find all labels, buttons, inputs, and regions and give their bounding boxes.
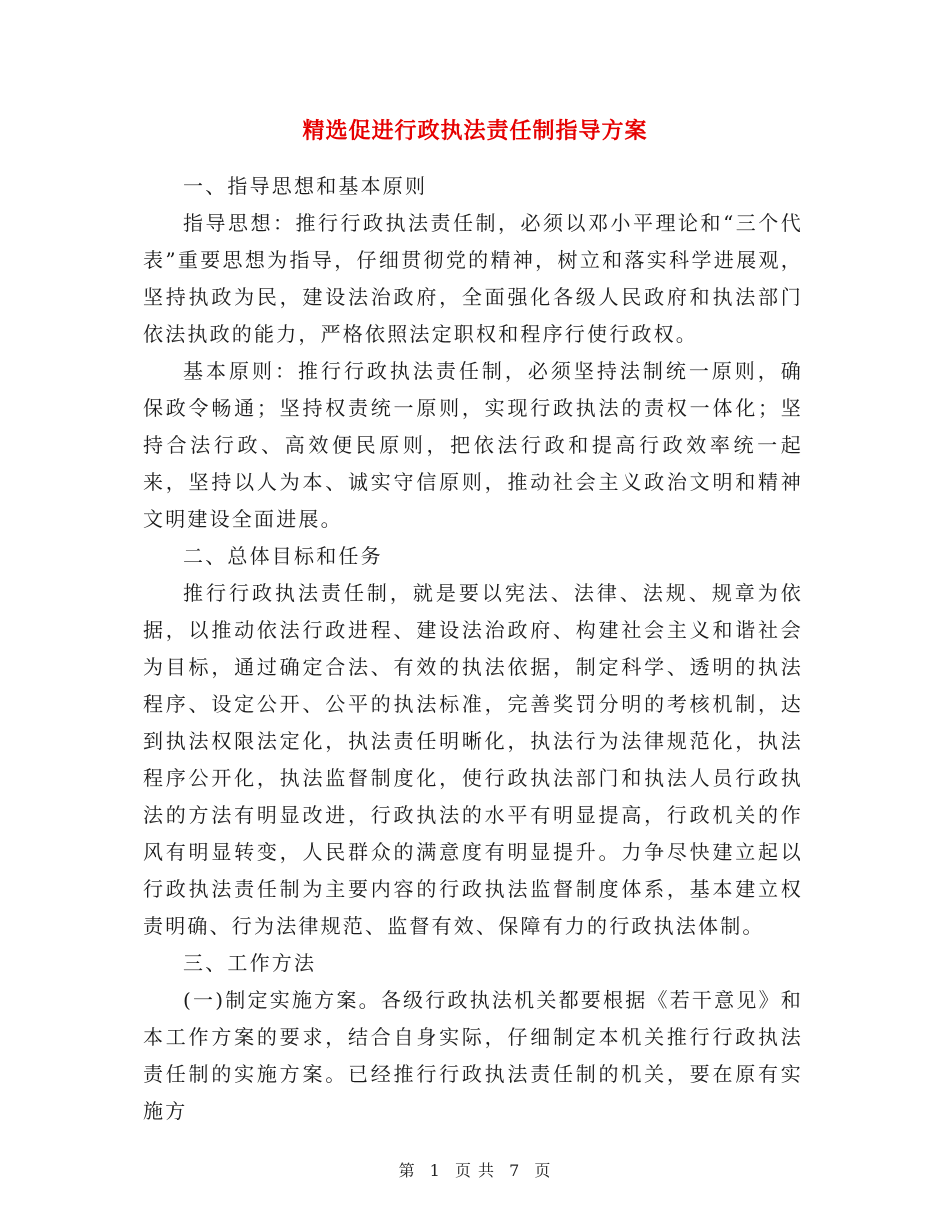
- document-title: 精选促进行政执法责任制指导方案: [302, 119, 648, 144]
- paragraph: 指导思想：推行行政执法责任制，必须以邓小平理论和“三个代表”重要思想为指导，仔细贯彻党的精神，树立和落实科学进展观，坚持执政为民，建设法治政府，全面强化各级人民政府和执法部门依法执政的能力，严格依照法定职权和程序行使行政权。: [143, 211, 803, 346]
- paragraph: 推行行政执法责任制，就是要以宪法、法律、法规、规章为依据，以推动依法行政进程、建设法治政府、构建社会主义和谐社会为目标，通过确定合法、有效的执法依据，制定科学、透明的执法程序、设定公开、公平的执法标准，完善奖罚分明的考核机制，达到执法权限法定化，执法责任明晰化，执法行为法律规范化，执法程序公开化，执法监督制度化，使行政执法部门和执法人员行政执法的方法有明显改进，行政执法的水平有明显提高，行政机关的作风有明显转变，人民群众的满意度有明显提升。力争尽快建立起以行政执法责任制为主要内容的行政执法监督制度体系，基本建立权责明确、行为法律规范、监督有效、保障有力的行政执法体制。: [143, 581, 803, 938]
- page-suffix: 页: [534, 1161, 552, 1180]
- page-total-number: 7: [509, 1161, 521, 1180]
- page-current-number: 1: [429, 1161, 441, 1180]
- page-mid-text: 页 共: [454, 1161, 496, 1180]
- document-body: [143, 168, 803, 1130]
- page-prefix: 第: [398, 1161, 416, 1180]
- section-heading: 三、工作方法: [183, 951, 317, 975]
- paragraph: (一)制定实施方案。各级行政执法机关都要根据《若干意见》和本工作方案的要求，结合自身实际，仔细制定本机关推行行政执法责任制的实施方案。已经推行行政执法责任制的机关，要在原有实施方: [143, 988, 803, 1123]
- page-footer: [0, 1158, 950, 1181]
- section-heading: 二、总体目标和任务: [183, 544, 383, 568]
- section-heading: 一、指导思想和基本原则: [183, 174, 428, 198]
- paragraph: 基本原则：推行行政执法责任制，必须坚持法制统一原则，确保政令畅通；坚持权责统一原则，实现行政执法的责权一体化；坚持合法行政、高效便民原则，把依法行政和提高行政效率统一起来，坚持以人为本、诚实守信原则，推动社会主义政治文明和精神文明建设全面进展。: [143, 359, 803, 531]
